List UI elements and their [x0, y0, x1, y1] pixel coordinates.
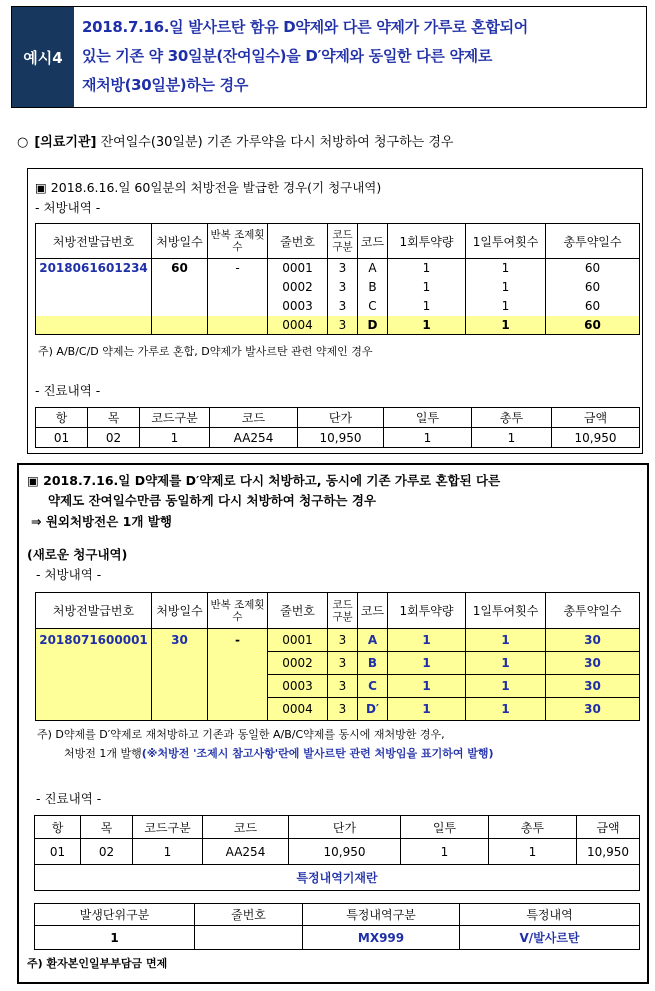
tx-cell: 1 — [472, 428, 552, 448]
rx-code-type: 3 — [328, 698, 358, 721]
section2-new-label: (새로운 청구내역) — [27, 547, 128, 562]
table-row — [36, 698, 640, 721]
tx-cell: 1 — [401, 839, 489, 865]
rx-code-type: 3 — [328, 652, 358, 675]
special-title-row — [35, 865, 640, 891]
tx-header-price: 단가 — [289, 816, 401, 839]
rx-total: 30 — [546, 675, 640, 698]
rx-empty — [152, 675, 208, 698]
tx-header-total: 총투 — [489, 816, 577, 839]
tx-header-code-type: 코드구분 — [140, 408, 210, 428]
rx-header-days: 처방일수 — [152, 224, 208, 259]
rx-per-day: 1 — [466, 259, 546, 278]
section1-tx-table — [35, 407, 640, 448]
rx-days: 60 — [152, 259, 208, 278]
tx-header-daily: 일투 — [384, 408, 472, 428]
rx-empty — [36, 316, 152, 335]
rx-header-repeat: 반복 조제횟수 — [208, 224, 268, 259]
section2-title-line1: ▣ 2018.7.16.일 D약제를 D′약제로 다시 처방하고, 동시에 기존 가루로 혼합된 다른 — [27, 473, 501, 488]
tx-cell: 10,950 — [298, 428, 384, 448]
rx-code-type: 3 — [328, 316, 358, 335]
rx-line: 0004 — [268, 698, 328, 721]
rx-empty — [36, 698, 152, 721]
section1-note: 주) A/B/C/D 약제는 가루로 혼합, D약제가 발사르탄 관련 약제인 경우 — [38, 345, 373, 358]
section2-rx-table — [35, 592, 640, 721]
rx-line: 0003 — [268, 675, 328, 698]
rx-dose: 1 — [388, 316, 466, 335]
intro-text: 잔여일수(30일분) 기존 가루약을 다시 처방하여 청구하는 경우 — [96, 135, 454, 150]
rx-code: D′ — [358, 698, 388, 721]
example-title-line1: 2018.7.16.일 발사르탄 함유 D약제와 다른 약제가 가루로 혼합되어 — [82, 18, 528, 36]
example-title — [74, 7, 646, 107]
table-row — [36, 675, 640, 698]
tx-cell: 01 — [36, 428, 88, 448]
table-row — [36, 316, 640, 335]
rx-number: 2018071600001 — [36, 629, 152, 652]
rx-header-dose: 1회투약량 — [388, 593, 466, 629]
rx-line: 0002 — [268, 278, 328, 297]
section2-title-line3: ⇒ 원외처방전은 1개 발행 — [31, 514, 172, 529]
rx-empty — [36, 675, 152, 698]
rx-dose: 1 — [388, 278, 466, 297]
intro-line — [17, 131, 453, 150]
table-row — [36, 428, 640, 448]
rx-empty — [208, 278, 268, 297]
rx-header-total: 총투약일수 — [546, 224, 640, 259]
rx-header-per-day: 1일투여횟수 — [466, 224, 546, 259]
rx-empty — [208, 698, 268, 721]
section1-tx-label: - 진료내역 - — [35, 383, 101, 398]
tx-header-amount: 금액 — [552, 408, 640, 428]
section2-note-remark: (※처방전 '조제시 참고사항'란에 발사르탄 관련 처방임을 표기하여 발행) — [141, 747, 494, 760]
section2-note-line1: 주) D약제를 D′약제로 재처방하고 기존과 동일한 A/B/C약제를 동시에 재처방한 경우, — [37, 728, 445, 741]
table-row — [36, 629, 640, 652]
rx-header-repeat: 반복 조제횟수 — [208, 593, 268, 629]
rx-header-total: 총투약일수 — [546, 593, 640, 629]
table-row — [36, 652, 640, 675]
tx-header-hang: 항 — [36, 408, 88, 428]
tx-cell: 1 — [140, 428, 210, 448]
special-header-detail: 특정내역 — [460, 904, 640, 926]
rx-code: C — [358, 675, 388, 698]
tx-cell: 01 — [35, 839, 81, 865]
special-details-title: 특정내역기재란 — [35, 865, 640, 891]
tx-header-code-type: 코드구분 — [133, 816, 203, 839]
circle-bullet-icon: ○ — [17, 135, 29, 150]
rx-empty — [208, 297, 268, 316]
rx-empty — [36, 652, 152, 675]
rx-header-no: 처방전발급번호 — [36, 224, 152, 259]
rx-code: A — [358, 259, 388, 278]
tx-cell: 1 — [384, 428, 472, 448]
rx-header-code-type: 코드 구분 — [328, 224, 358, 259]
section2-footer-note: 주) 환자본인일부부담금 면제 — [27, 957, 168, 970]
rx-line: 0001 — [268, 259, 328, 278]
rx-per-day: 1 — [466, 675, 546, 698]
rx-code-type: 3 — [328, 278, 358, 297]
tx-header-mok: 목 — [88, 408, 140, 428]
example-title-line2: 있는 기존 약 30일분(잔여일수)을 D′약제와 동일한 다른 약제로 — [82, 47, 493, 65]
table-row — [36, 259, 640, 278]
tx-cell: 02 — [81, 839, 133, 865]
rx-empty — [36, 278, 152, 297]
special-detail: V/발사르탄 — [460, 926, 640, 950]
tx-cell: AA254 — [210, 428, 298, 448]
tx-header-row — [36, 408, 640, 428]
rx-per-day: 1 — [466, 278, 546, 297]
tx-header-amount: 금액 — [577, 816, 640, 839]
rx-code: B — [358, 278, 388, 297]
rx-line: 0003 — [268, 297, 328, 316]
table-row — [35, 839, 640, 865]
tx-cell: 10,950 — [552, 428, 640, 448]
rx-header-dose: 1회투약량 — [388, 224, 466, 259]
rx-dose: 1 — [388, 675, 466, 698]
section2-rx-label: - 처방내역 - — [36, 567, 102, 582]
tx-header-hang: 항 — [35, 816, 81, 839]
rx-header-per-day: 1일투여횟수 — [466, 593, 546, 629]
table-row — [36, 278, 640, 297]
rx-header-no: 처방전발급번호 — [36, 593, 152, 629]
rx-total: 30 — [546, 629, 640, 652]
rx-code: D — [358, 316, 388, 335]
rx-empty — [152, 278, 208, 297]
rx-total: 60 — [546, 316, 640, 335]
tx-cell: 1 — [133, 839, 203, 865]
rx-empty — [152, 316, 208, 335]
rx-header-row — [36, 224, 640, 259]
rx-header-code: 코드 — [358, 593, 388, 629]
special-unit: 1 — [35, 926, 195, 950]
rx-total: 30 — [546, 652, 640, 675]
rx-header-code: 코드 — [358, 224, 388, 259]
rx-empty — [208, 675, 268, 698]
tx-header-daily: 일투 — [401, 816, 489, 839]
special-type: MX999 — [303, 926, 460, 950]
special-line — [195, 926, 303, 950]
table-row — [35, 926, 640, 950]
tx-header-price: 단가 — [298, 408, 384, 428]
tx-header-row — [35, 816, 640, 839]
tx-cell: 10,950 — [577, 839, 640, 865]
example-badge: 예시4 — [12, 7, 74, 107]
rx-per-day: 1 — [466, 629, 546, 652]
special-header-unit: 발생단위구분 — [35, 904, 195, 926]
rx-empty — [152, 652, 208, 675]
tx-cell: 02 — [88, 428, 140, 448]
section2-tx-label: - 진료내역 - — [36, 791, 102, 806]
section2-title-line2: 약제도 잔여일수만큼 동일하게 다시 처방하여 청구하는 경우 — [48, 493, 376, 508]
rx-dose: 1 — [388, 629, 466, 652]
rx-header-days: 처방일수 — [152, 593, 208, 629]
special-header-type: 특정내역구분 — [303, 904, 460, 926]
rx-dose: 1 — [388, 698, 466, 721]
rx-empty — [36, 297, 152, 316]
section1-title: ▣ 2018.6.16.일 60일분의 처방전을 발급한 경우(기 청구내역) — [35, 180, 382, 195]
rx-dose: 1 — [388, 652, 466, 675]
rx-total: 30 — [546, 698, 640, 721]
rx-code: C — [358, 297, 388, 316]
table-row — [36, 297, 640, 316]
rx-per-day: 1 — [466, 297, 546, 316]
rx-code: A — [358, 629, 388, 652]
section1-rx-table — [35, 223, 640, 335]
rx-empty — [152, 297, 208, 316]
rx-empty — [208, 652, 268, 675]
special-header-row — [35, 904, 640, 926]
rx-per-day: 1 — [466, 652, 546, 675]
tx-cell: 10,950 — [289, 839, 401, 865]
rx-repeat: - — [208, 259, 268, 278]
rx-total: 60 — [546, 297, 640, 316]
tx-cell: 1 — [489, 839, 577, 865]
tx-header-code: 코드 — [210, 408, 298, 428]
rx-line: 0004 — [268, 316, 328, 335]
rx-number: 2018061601234 — [36, 259, 152, 278]
rx-per-day: 1 — [466, 316, 546, 335]
rx-header-line: 줄번호 — [268, 593, 328, 629]
rx-per-day: 1 — [466, 698, 546, 721]
rx-dose: 1 — [388, 297, 466, 316]
special-header-line: 줄번호 — [195, 904, 303, 926]
rx-empty — [208, 316, 268, 335]
rx-header-row — [36, 593, 640, 629]
rx-code: B — [358, 652, 388, 675]
rx-dose: 1 — [388, 259, 466, 278]
example-title-line3: 재처방(30일분)하는 경우 — [82, 76, 249, 94]
rx-repeat: - — [208, 629, 268, 652]
rx-code-type: 3 — [328, 297, 358, 316]
section2-note-count: 처방전 1개 발행 — [64, 747, 142, 760]
rx-total: 60 — [546, 259, 640, 278]
tx-header-mok: 목 — [81, 816, 133, 839]
rx-header-line: 줄번호 — [268, 224, 328, 259]
rx-line: 0002 — [268, 652, 328, 675]
intro-label: [의료기관] — [34, 135, 97, 150]
rx-empty — [152, 698, 208, 721]
tx-header-total: 총투 — [472, 408, 552, 428]
tx-header-code: 코드 — [203, 816, 289, 839]
rx-days: 30 — [152, 629, 208, 652]
rx-code-type: 3 — [328, 259, 358, 278]
section2-tx-table — [34, 815, 640, 891]
section2-note-line2 — [64, 745, 494, 761]
example-header — [11, 6, 647, 108]
tx-cell: AA254 — [203, 839, 289, 865]
rx-code-type: 3 — [328, 675, 358, 698]
section1-rx-label: - 처방내역 - — [35, 200, 101, 215]
section2-special-table — [34, 903, 640, 950]
rx-total: 60 — [546, 278, 640, 297]
rx-header-code-type: 코드 구분 — [328, 593, 358, 629]
rx-code-type: 3 — [328, 629, 358, 652]
rx-line: 0001 — [268, 629, 328, 652]
